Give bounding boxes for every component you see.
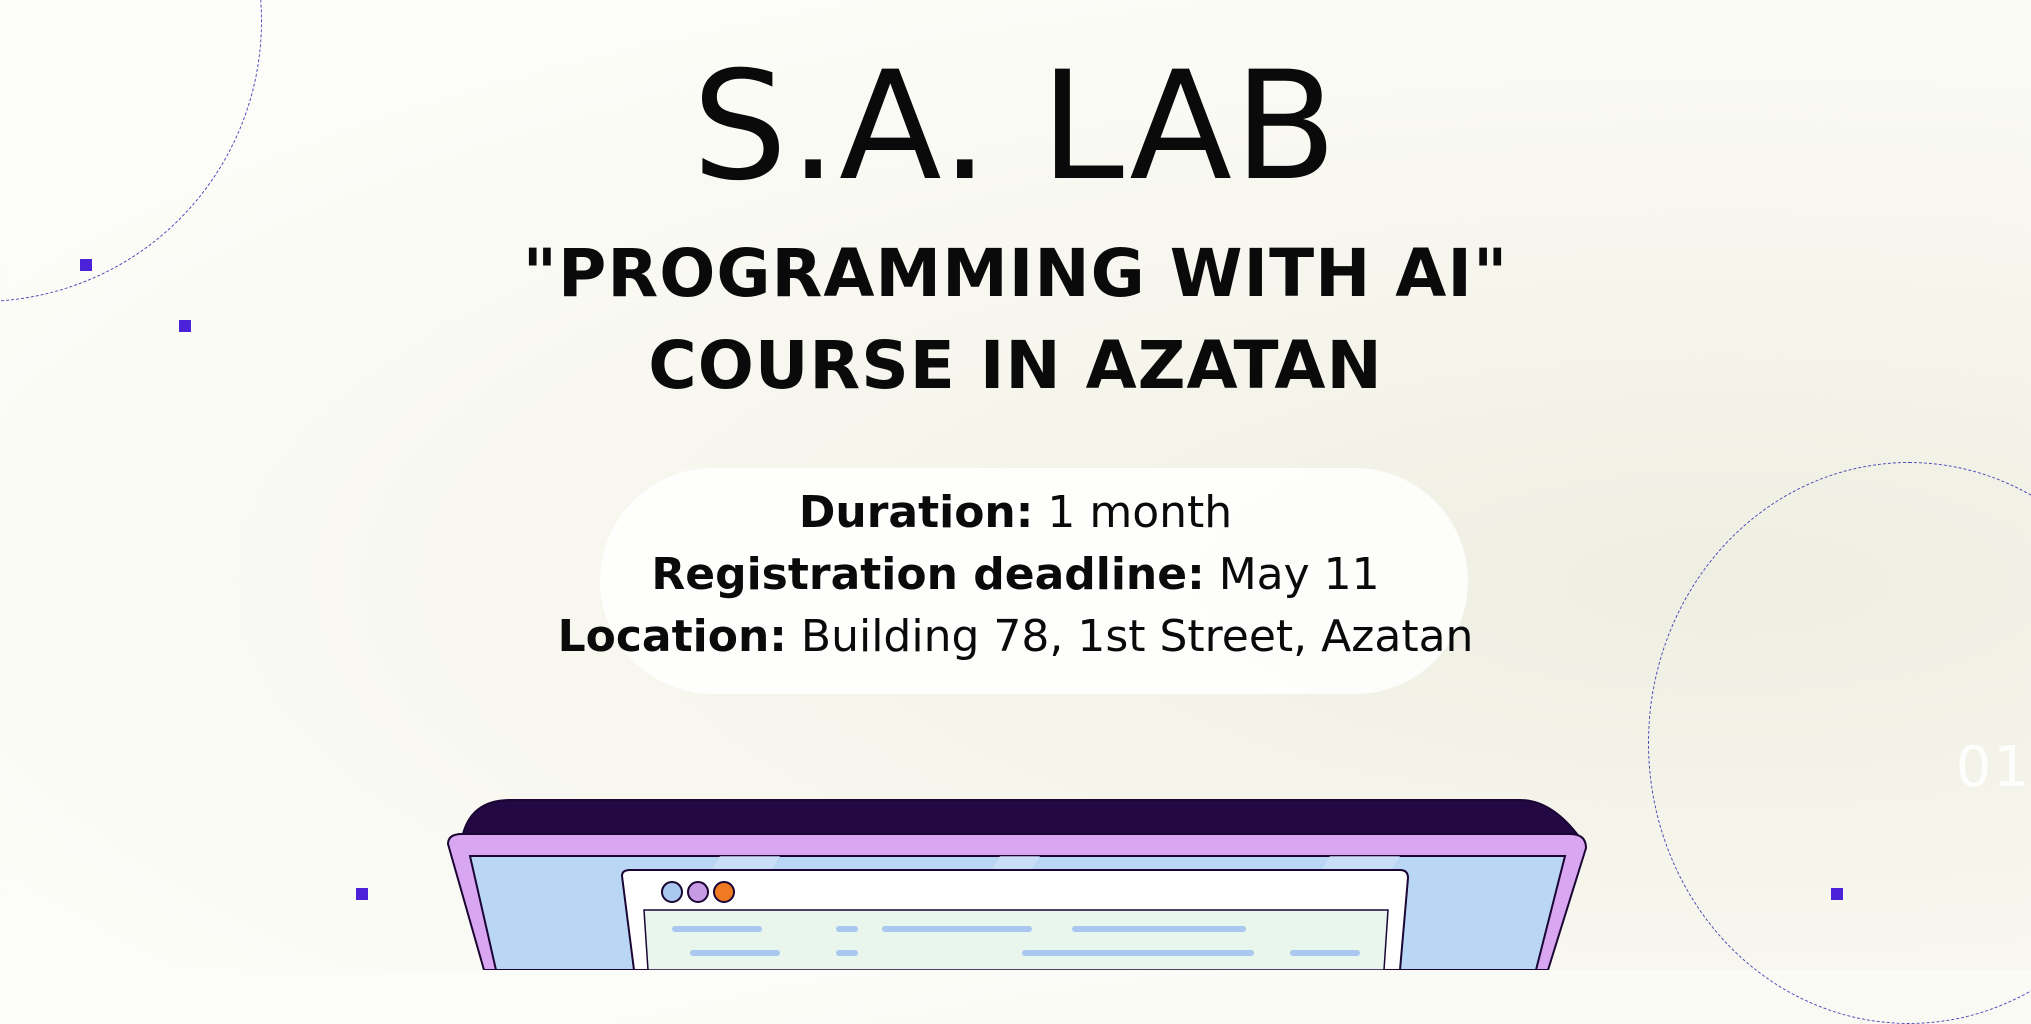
code-line bbox=[690, 950, 780, 956]
location-label: Location: bbox=[557, 611, 787, 662]
code-line bbox=[1022, 950, 1254, 956]
decorative-dot bbox=[1831, 888, 1843, 900]
deadline-value: May 11 bbox=[1218, 549, 1380, 600]
browser-dot-icon bbox=[688, 882, 708, 902]
duration-value: 1 month bbox=[1047, 487, 1233, 538]
course-title-line-1: "PROGRAMMING WITH AI" bbox=[522, 235, 1509, 312]
code-line bbox=[672, 926, 762, 932]
decorative-dot bbox=[356, 888, 368, 900]
browser-dot-icon bbox=[662, 882, 682, 902]
page-title: S.A. LAB bbox=[692, 40, 1339, 214]
code-line bbox=[1072, 926, 1246, 932]
browser-dot-icon bbox=[714, 882, 734, 902]
code-line bbox=[836, 926, 858, 932]
code-line bbox=[836, 950, 858, 956]
duration-row bbox=[0, 482, 2031, 544]
code-line bbox=[882, 926, 1032, 932]
browser-content bbox=[644, 910, 1388, 970]
location-value: Building 78, 1st Street, Azatan bbox=[800, 611, 1474, 662]
course-title bbox=[0, 228, 2031, 412]
deadline-row bbox=[0, 544, 2031, 606]
laptop-illustration bbox=[440, 798, 1590, 970]
location-row bbox=[0, 606, 2031, 668]
course-details bbox=[0, 482, 2031, 668]
duration-label: Duration: bbox=[798, 487, 1034, 538]
code-line bbox=[1290, 950, 1360, 956]
course-title-line-2: COURSE IN AZATAN bbox=[648, 327, 1383, 404]
deadline-label: Registration deadline: bbox=[651, 549, 1205, 600]
decorative-binary-text: 01 bbox=[1955, 735, 2031, 800]
